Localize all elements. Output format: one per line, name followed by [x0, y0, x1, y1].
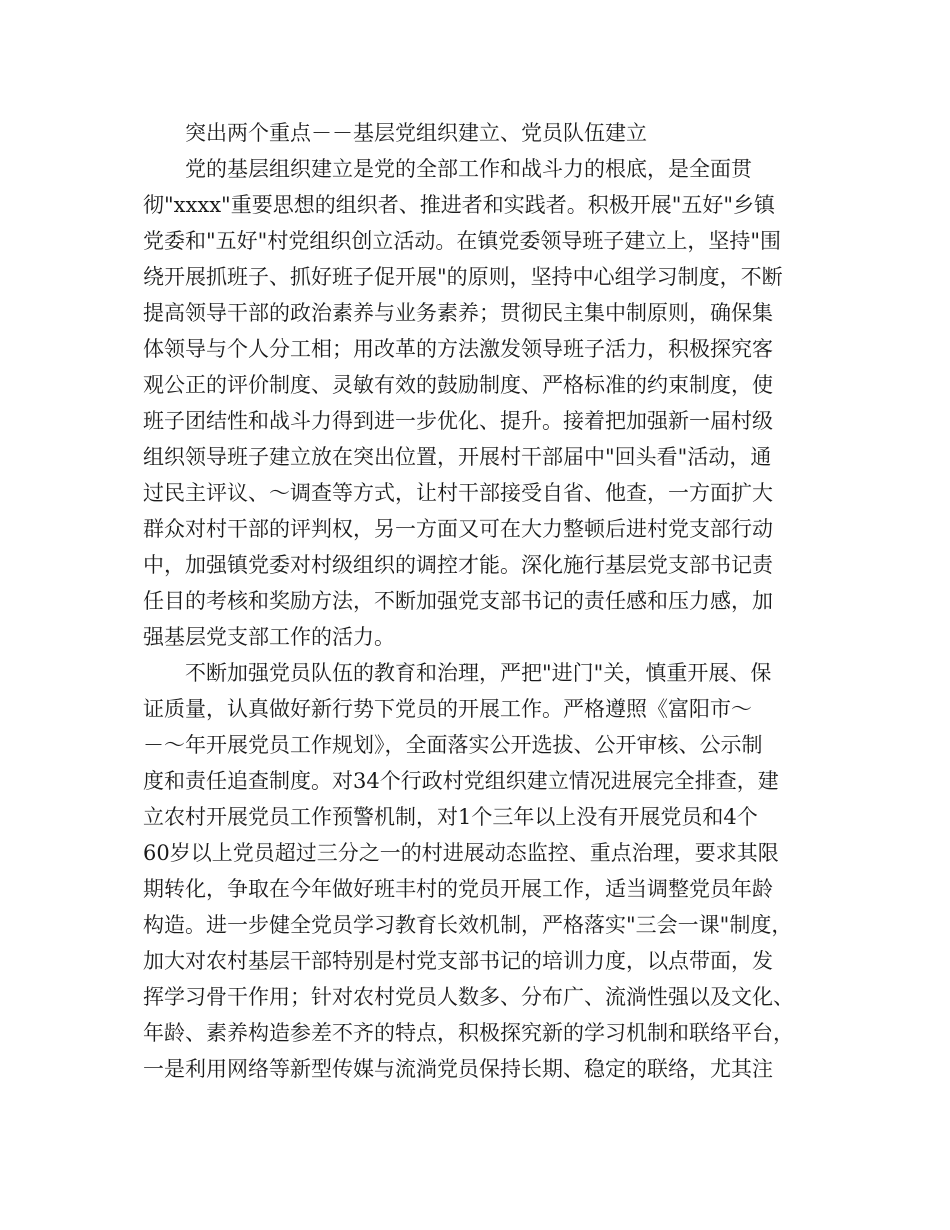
paragraph-line: 证质量，认真做好新行势下党员的开展工作。严格遵照《富阳市～: [143, 697, 752, 721]
paragraph-line: 提高领导干部的政治素养与业务素养；贯彻民主集中制原则，确保集: [143, 301, 773, 325]
paragraph-line: 群众对村干部的评判权，另一方面又可在大力整顿后进村党支部行动: [143, 517, 773, 541]
paragraph-line: 年龄、素养构造参差不齐的特点，积极探究新的学习机制和联络平台，: [143, 1021, 794, 1045]
paragraph-line: 立农村开展党员工作预警机制，对1个三年以上没有开展党员和4个: [143, 805, 758, 829]
paragraph-line: －～年开展党员工作规划》，全面落实公开选拔、公开审核、公示制: [143, 733, 763, 757]
paragraph-line: 期转化，争取在今年做好班丰村的党员开展工作，适当调整党员年龄: [143, 877, 773, 901]
paragraph-line: 任目的考核和奖励方法，不断加强党支部书记的责任感和压力感，加: [143, 589, 773, 613]
paragraph-line: 强基层党支部工作的活力。: [143, 625, 395, 649]
section-heading: 突出两个重点－－基层党组织建立、党员队伍建立: [185, 121, 647, 145]
paragraph-line: 构造。进一步健全党员学习教育长效机制，严格落实"三会一课"制度，: [143, 913, 793, 937]
paragraph-line: 组织领导班子建立放在突出位置，开展村干部届中"回头看"活动，通: [143, 445, 772, 469]
paragraph-line: 一是利用网络等新型传媒与流淌党员保持长期、稳定的联络，尤其注: [143, 1057, 773, 1081]
paragraph-line: 观公正的评价制度、灵敏有效的鼓励制度、严格标准的约束制度，使: [143, 373, 773, 397]
paragraph-line: 绕开展抓班子、抓好班子促开展"的原则，坚持中心组学习制度，不断: [143, 265, 783, 289]
paragraph-line: 体领导与个人分工相；用改革的方法激发领导班子活力，积极探究客: [143, 337, 773, 361]
paragraph-line: 不断加强党员队伍的教育和治理，严把"进门"关，慎重开展、保: [185, 661, 772, 685]
paragraph-line: 过民主评议、～调查等方式，让村干部接受自省、他查，一方面扩大: [143, 481, 773, 505]
paragraph-line: 60岁以上党员超过三分之一的村进展动态监控、重点治理，要求其限: [143, 841, 779, 865]
paragraph-line: 彻"xxxx"重要思想的组织者、推进者和实践者。积极开展"五好"乡镇: [143, 193, 776, 217]
paragraph-line: 度和责任追查制度。对34个行政村党组织建立情况进展完全排查，建: [143, 769, 779, 793]
paragraph-line: 班子团结性和战斗力得到进一步优化、提升。接着把加强新一届村级: [143, 409, 773, 433]
paragraph-line: 挥学习骨干作用；针对农村党员人数多、分布广、流淌性强以及文化、: [143, 985, 794, 1009]
paragraph-line: 党的基层组织建立是党的全部工作和战斗力的根底，是全面贯: [185, 157, 752, 181]
paragraph-line: 党委和"五好"村党组织创立活动。在镇党委领导班子建立上，坚持"围: [143, 229, 781, 253]
paragraph-line: 加大对农村基层干部特别是村党支部书记的培训力度，以点带面，发: [143, 949, 773, 973]
paragraph-line: 中，加强镇党委对村级组织的调控才能。深化施行基层党支部书记责: [143, 553, 773, 577]
